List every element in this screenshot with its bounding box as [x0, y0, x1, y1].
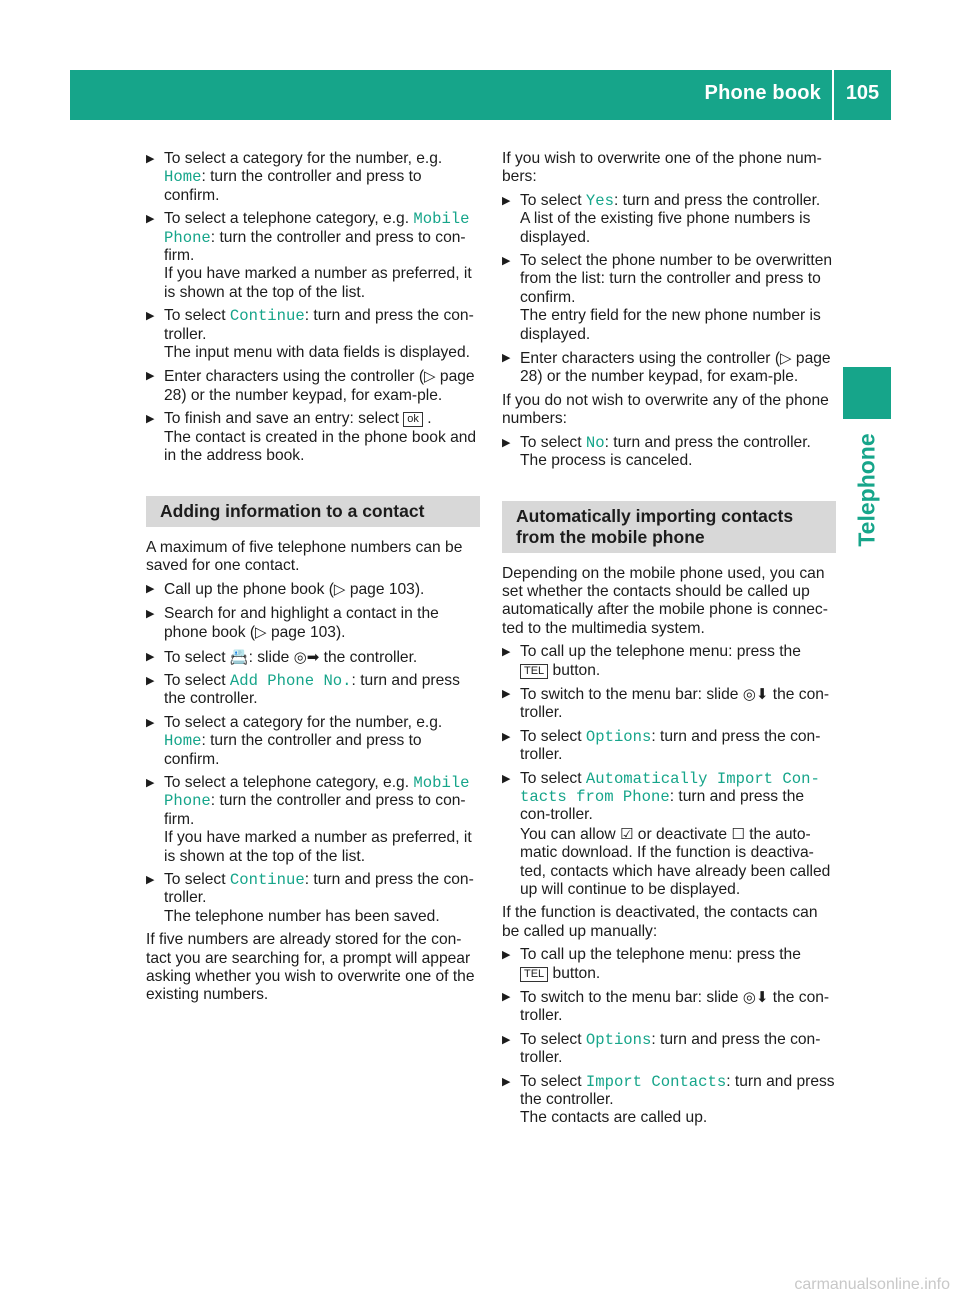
controller-slide-icon: ◎⬇: [742, 684, 769, 703]
step: ▶ To call up the telephone menu: press the TEL button.: [502, 946, 836, 983]
tel-key-icon: TEL: [520, 664, 548, 679]
watermark: carmanualsonline.info: [794, 1276, 950, 1293]
menu-item-mobile-phone: Mobile Phone: [164, 773, 470, 811]
menu-item-continue: Continue: [229, 307, 305, 326]
step: ▶ To switch to the menu bar: slide ◎⬇ the con-troller.: [502, 685, 836, 723]
step-note: If you have marked a number as preferred, it is shown at the top of the list.: [164, 829, 472, 865]
step-note: A list of the existing five phone numbers is displayed.: [520, 210, 811, 246]
step: ▶ To call up the telephone menu: press the TEL button.: [502, 643, 836, 680]
step: ▶ To select Yes: turn and press the controller. A list of the existing five phone numbers is displayed.: [502, 192, 836, 247]
chapter-tab: [843, 367, 891, 419]
step: ▶ Enter characters using the controller (▷ page 28) or the number keypad, for exam-ple.: [502, 349, 836, 387]
ok-icon: ok: [403, 412, 423, 427]
menu-item-yes: Yes: [585, 191, 614, 210]
checkbox-unchecked-icon: ☐: [731, 824, 745, 843]
controller-slide-icon: ◎⬇: [742, 988, 769, 1007]
step-note: The telephone number has been saved.: [164, 907, 440, 925]
page-ref-icon: ▷: [424, 367, 436, 386]
page-ref-icon: ▷: [333, 580, 346, 599]
tel-key-icon: TEL: [520, 967, 548, 982]
step: ▶ Call up the phone book (▷ page 103).: [146, 580, 480, 599]
controller-slide-icon: ◎➡: [293, 647, 320, 666]
menu-item-import-contacts: Import Contacts: [585, 1072, 727, 1091]
right-column: [502, 150, 836, 1133]
section-heading: Adding information to a contact: [146, 496, 480, 527]
step: ▶ To finish and save an entry: select ok . The contact is created in the phone book and in the address book.: [146, 410, 480, 465]
step-note: The process is canceled.: [520, 452, 693, 470]
paragraph: Depending on the mobile phone used, you can set whether the contacts should be called up automatically after the mobile phone is connec-ted to the multimedia system.: [502, 564, 828, 637]
step: ▶ To select a telephone category, e.g. Mobile Phone: turn the controller and press to con-firm. If you have marked a number as preferred, it is shown at the top of the list.: [146, 774, 480, 866]
step: ▶ To select a telephone category, e.g. Mobile Phone: turn the controller and press to con-firm. If you have marked a number as preferred, it is shown at the top of the list.: [146, 210, 480, 302]
step: ▶ Enter characters using the controller (▷ page 28) or the number keypad, for exam-ple.: [146, 367, 480, 405]
step-note: The contact is created in the phone book and in the address book.: [164, 428, 477, 465]
paragraph: A maximum of five telephone numbers can be saved for one contact.: [146, 538, 463, 574]
step: ▶ To select a category for the number, e.g. Home: turn the controller and press to confirm.: [146, 714, 480, 769]
step: ▶ To select Add Phone No.: turn and press the controller.: [146, 672, 480, 709]
paragraph: If the function is deactivated, the contacts can be called up manually:: [502, 904, 818, 940]
step: ▶ To select Continue: turn and press the con-troller. The input menu with data fields is displayed.: [146, 307, 480, 362]
menu-item-mobile-phone: Mobile Phone: [164, 210, 470, 247]
section-heading: Automatically importing contacts from the mobile phone: [502, 501, 836, 553]
left-column: [146, 150, 480, 1010]
step-note: You can allow ☑ or deactivate ☐ the auto-matic download. If the function is deactiva-ted, contacts which have already been called up will continue to be displayed.: [520, 824, 831, 898]
step: ▶ To select the phone number to be overwritten from the list: turn the controller and press to confirm. The entry field for the new phone number is displayed.: [502, 252, 836, 344]
step: ▶ To select Import Contacts: turn and press the controller. The contacts are called up.: [502, 1073, 836, 1128]
paragraph: If you wish to overwrite one of the phone num-bers:: [502, 150, 822, 186]
menu-item-options: Options: [585, 1030, 652, 1049]
step-note: The entry field for the new phone number is displayed.: [520, 307, 821, 343]
paragraph: If you do not wish to overwrite any of the phone numbers:: [502, 391, 829, 428]
header-bar: [70, 70, 891, 120]
menu-item-auto-import: Automatically Import Con‐tacts from Phone: [520, 769, 820, 806]
page-ref-icon: ▷: [255, 623, 267, 642]
step-note: The input menu with data fields is displayed.: [164, 344, 470, 362]
step: ▶ To select Options: turn and press the con-troller.: [502, 728, 836, 765]
menu-item-home: Home: [164, 168, 202, 187]
menu-item-continue: Continue: [229, 871, 305, 889]
menu-item-home: Home: [164, 732, 202, 751]
section-title: Phone book: [704, 82, 821, 104]
menu-item-no: No: [585, 433, 605, 452]
menu-item-add-phone-no: Add Phone No.: [229, 671, 352, 690]
menu-item-options: Options: [585, 727, 652, 746]
contact-card-icon: 📇: [229, 647, 249, 666]
paragraph: If five numbers are already stored for the con-tact you are searching for, a prompt will appear asking whether you wish to overwrite one of the existing numbers.: [146, 931, 475, 1004]
step: ▶ To switch to the menu bar: slide ◎⬇ the con-troller.: [502, 988, 836, 1026]
step-note: If you have marked a number as preferred, it is shown at the top of the list.: [164, 265, 472, 301]
step: ▶ To select Options: turn and press the con-troller.: [502, 1031, 836, 1068]
step: ▶ To select 📇: slide ◎➡ the controller.: [146, 648, 480, 667]
step: ▶ To select No: turn and press the controller. The process is canceled.: [502, 434, 836, 471]
checkbox-checked-icon: ☑: [620, 824, 634, 843]
step: ▶ To select Automatically Import Con‐tacts from Phone: turn and press the con-troller. You can allow ☑ or deactivate ☐ the auto-matic download. If the function is deactiva-ted, contacts which have already been called up will continue to be displayed.: [502, 770, 836, 900]
page-ref-icon: ▷: [780, 349, 792, 368]
step: ▶ Search for and highlight a contact in the phone book (▷ page 103).: [146, 605, 480, 643]
step-note: The contacts are called up.: [520, 1109, 708, 1127]
step: ▶ To select a category for the number, e.g. Home: turn the controller and press to confirm.: [146, 150, 480, 205]
step: ▶ To select Continue: turn and press the con-troller. The telephone number has been saved.: [146, 871, 480, 926]
chapter-label: Telephone: [853, 433, 880, 547]
page-number: 105: [845, 82, 880, 104]
